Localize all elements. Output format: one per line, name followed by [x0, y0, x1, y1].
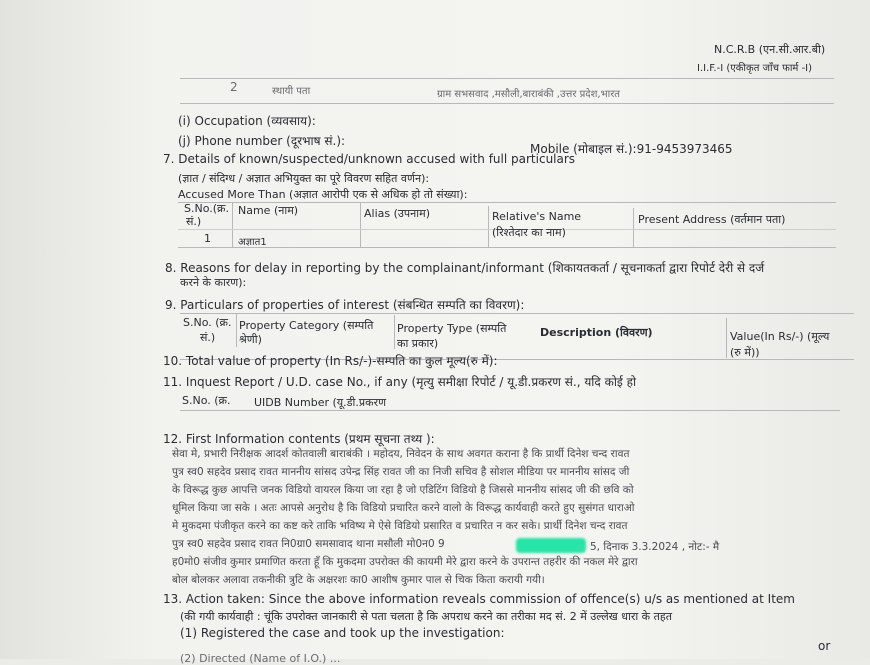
- section-8-title: 8. Reasons for delay in reporting by the complainant/informant (शिकायतकर्ता / सूचनाकर्ता द्वारा रिपोर्ट देरी से दर्ज: [165, 261, 765, 275]
- td-sno: 1: [204, 232, 211, 245]
- fir-line: पुत्र स्व0 सहदेव प्रसाद रावत नि0ग्रा0 समसावाद थाना मसौली मो0न0 9: [172, 538, 445, 550]
- th-property-sno-2: सं.): [200, 331, 216, 344]
- redaction-mark: [516, 538, 586, 553]
- address-label: स्थायी पता: [272, 86, 311, 97]
- address-row-number: 2: [230, 80, 238, 94]
- th-relative: Relative's Name: [492, 210, 582, 223]
- fir-line-tail: 5, दिनाक 3.3.2024 , नोट:- मै: [590, 541, 720, 553]
- fir-line: धूमिल किया जा सके । अतः आपसे अनुरोध है कि विडियो प्रचारित करने वालो के विरूद्ध कार्यवाही करते हुए सुसंगत धाराओ: [172, 502, 635, 514]
- action-item-1: (1) Registered the case and took up the investigation:: [180, 626, 505, 640]
- divider: [180, 410, 840, 411]
- th-value: Value(In Rs/-) (मूल्य: [730, 330, 830, 343]
- divider: [180, 103, 834, 104]
- inquest-sno: S.No. (क्र.: [182, 394, 231, 407]
- th-property-sno: S.No. (क्र.: [183, 316, 232, 329]
- section-7-title: 7. Details of known/suspected/unknown accused with full particulars: [163, 152, 576, 166]
- th-property-category-2: श्रेणी): [239, 333, 262, 346]
- form-name: I.I.F.-I (एकीकृत जाँच फार्म -I): [697, 63, 813, 74]
- accused-more-than: Accused More Than (अज्ञात आरोपी एक से अधिक हो तो संख्या):: [178, 188, 468, 201]
- section-12-title: 12. First Information contents (प्रथम सूचना तथ्य ):: [163, 432, 435, 446]
- uidb-number: UIDB Number (यू.डी.प्रकरण: [254, 396, 387, 409]
- section-7-subtitle: (ज्ञात / संदिग्ध / अज्ञात अभियुक्त का पूरे विवरण सहित वर्णन):: [178, 172, 430, 185]
- fir-line: के विरूद्ध कुछ आपत्ति जनक विडियो वायरल किया जा रहा है जो एडिटिंग विडियो है जिससे माननीय सांसद जी की छवि को: [172, 484, 634, 496]
- th-property-type: Property Type (सम्पति: [397, 322, 507, 335]
- section-13-subtitle: (की गयी कार्यवाही : चूंकि उपरोक्त जानकारी से पता चलता है कि अपराध करने का तरीका मद सं. 2 में उल्लेख धारा के तहत: [180, 610, 672, 623]
- th-sno-2: सं.): [186, 215, 202, 228]
- th-value-2: (रु में)): [730, 346, 760, 359]
- th-present-address: Present Address (वर्तमान पता): [638, 213, 786, 226]
- fir-line: सेवा मे, प्रभारी निरीक्षक आदर्श कोतवाली बाराबंकी । महोदय, निवेदन के साथ अवगत कराना है कि प्रार्थी दिनेश चन्द रावत: [172, 448, 630, 460]
- th-relative-2: (रिश्तेदार का नाम): [492, 226, 566, 239]
- divider: [180, 78, 834, 79]
- th-description: Description (विवरण): [540, 326, 653, 339]
- phone-label: (j) Phone number (दूरभाष सं.):: [178, 134, 346, 148]
- td-name: अज्ञात1: [238, 237, 267, 248]
- address-value: ग्राम सभसवाद ,मसौली,बाराबंकी ,उत्तर प्रदेश,भारत: [437, 89, 620, 100]
- section-8-title-2: करने के कारण):: [180, 276, 247, 289]
- or-label: or: [818, 639, 831, 653]
- section-13-title: 13. Action taken: Since the above information reveals commission of offence(s) u/s as mentioned at Item: [163, 592, 795, 606]
- fir-line: मे मुकदमा पंजीकृत करने का कष्ट करे ताकि भविष्य मे ऐसे विडियो प्रसारित व प्रचारित न कर सके। प्रार्थी दिनेश चन्द रावत: [172, 520, 628, 532]
- section-11-title: 11. Inquest Report / U.D. case No., if any (मृत्यु समीक्षा रिपोर्ट / यू.डी.प्रकरण सं., यदि कोई हो: [163, 375, 637, 389]
- th-property-type-2: का प्रकार): [397, 337, 439, 350]
- section-10-title: 10. Total value of property (In Rs/-)-सम्पति का कुल मूल्य(रु में):: [163, 354, 498, 368]
- section-9-title: 9. Particulars of properties of interest (संबन्धित सम्पति का विवरण):: [165, 298, 525, 312]
- fir-line: ह0मो0 संजीव कुमार प्रमाणित करता हूँ कि मुकदमा उपरोक्त की कायमी मेरे द्वारा करने के उपरान्त तहरीर की नकल मेरे द्वारा: [172, 556, 638, 568]
- phone-value: Mobile (मोबाइल सं.):91-9453973465: [530, 142, 733, 156]
- action-item-2: (2) Directed (Name of I.O.) ...: [180, 652, 341, 665]
- th-alias: Alias (उपनाम): [364, 207, 430, 220]
- th-sno: S.No.(क्र.: [184, 202, 229, 215]
- fir-line: पुत्र स्व0 सहदेव प्रसाद रावत माननीय सांसद उपेन्द्र सिंह रावत जी का निजी सचिव है सोशल मीडिया पर माननीय सांसद जी: [172, 466, 630, 478]
- occupation-label: (i) Occupation (व्यवसाय):: [178, 114, 316, 128]
- th-name: Name (नाम): [238, 204, 299, 217]
- th-property-category: Property Category (सम्पति: [239, 319, 374, 332]
- fir-line: बोल बोलकर अलावा तकनीकी त्रुटि के अक्षरशः का0 आशीष कुमार पाल से चिक किता करायी गयी।: [172, 574, 545, 586]
- ncrb-header: N.C.R.B (एन.सी.आर.बी): [714, 43, 826, 56]
